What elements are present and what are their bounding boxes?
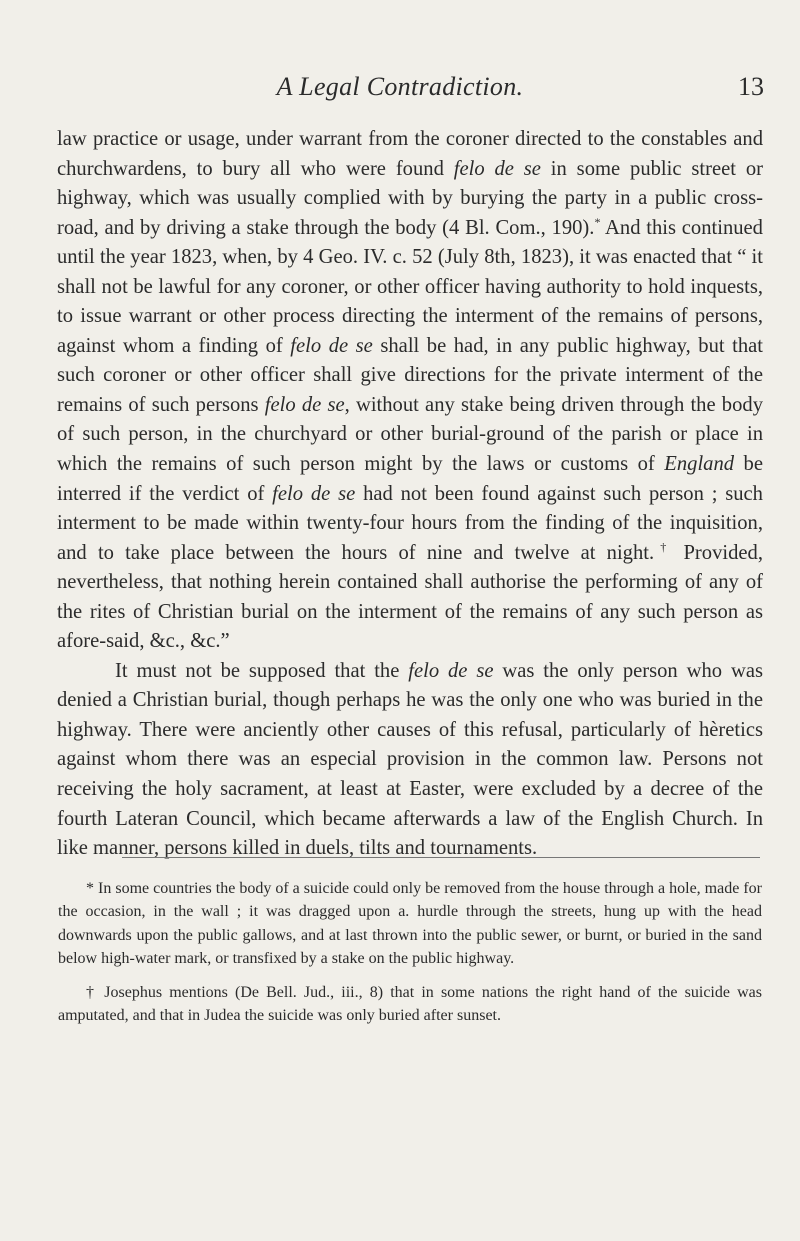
- page-number: 13: [738, 72, 764, 101]
- place-name: England: [664, 453, 735, 476]
- paragraph-1: [57, 125, 763, 657]
- latin-term: felo de se: [453, 157, 541, 180]
- footnote-ref-dagger: †: [654, 539, 673, 554]
- text-run: Provided, nevertheless, that nothing herein contained shall authorise the performing of any of the rites of Christian burial on the interment of the remains of any such person as afore-said, &c., &c.”: [57, 541, 763, 653]
- footnotes: [58, 877, 762, 1037]
- page-header: [0, 72, 800, 106]
- footnote-ref-asterisk: *: [594, 214, 601, 229]
- text-run: in some public street or highway, which was usually complied with by burying the party in a public cross-road, and by driving a stake through the body (4 Bl. Com., 190).: [57, 157, 763, 239]
- paragraph-2: [57, 657, 763, 864]
- body-text: [57, 125, 763, 864]
- latin-term: felo de se: [272, 482, 356, 505]
- latin-term: felo de se: [264, 393, 345, 416]
- footnote-2: † Josephus mentions (De Bell. Jud., iii., 8) that in some nations the right hand of the suicide was amputated, and that in Judea the suicide was only buried after sunset.: [58, 983, 762, 1025]
- footnote-1: * In some countries the body of a suicide could only be removed from the house through a hole, made for the occasion, in the wall ; it was dragged upon a. hurdle through the streets, hung up with the head downwards upon the public gallows, and at last thrown into the public sewer, or burnt, or buried in the sand below high-water mark, or transfixed by a stake on the public highway.: [58, 880, 762, 968]
- text-run: be interred if the verdict of: [57, 453, 763, 505]
- text-run: , without any stake being driven through the body of such person, in the churchyard or other burial-ground of the parish or place in which the remains of such person might by the laws or customs of: [57, 393, 763, 476]
- running-title: A Legal Contradiction.: [276, 72, 524, 101]
- text-run: And this continued until the year 1823, when, by 4 Geo. IV. c. 52 (July 8th, 1823), it was enacted that “ it shall not be lawful for any coroner, or other officer having authority to hold inquests, to issue warrant or other process directing the interment of the remains of persons, against whom a finding of: [57, 216, 763, 357]
- footnote-divider: [122, 857, 760, 858]
- latin-term: felo de se: [290, 334, 373, 357]
- text-run: was the only person who was denied a Christian burial, though perhaps he was the only one who was buried in the highway. There were anciently other causes of this refusal, particularly of hèretics against whom there was an especial provision in the common law. Persons not receiving the holy sacrament, at least at Easter, were excluded by a decree of the fourth Lateran Council, which became afterwards a law of the English Church. In like manner, persons killed in duels, tilts and tournaments.: [57, 659, 763, 860]
- text-run: had not been found against such person ; such interment to be made within twenty-four hours from the finding of the inquisition, and to take place between the hours of nine and twelve at night.: [57, 482, 763, 564]
- text-run: shall be had, in any public highway, but that such coroner or other officer shall give directions for the private interment of the remains of such persons: [57, 334, 763, 416]
- latin-term: felo de se: [408, 659, 494, 682]
- text-run: It must not be supposed that the: [115, 659, 409, 682]
- text-run: law practice or usage, under warrant from the coroner directed to the constables and churchwardens, to bury all who were found: [57, 128, 763, 180]
